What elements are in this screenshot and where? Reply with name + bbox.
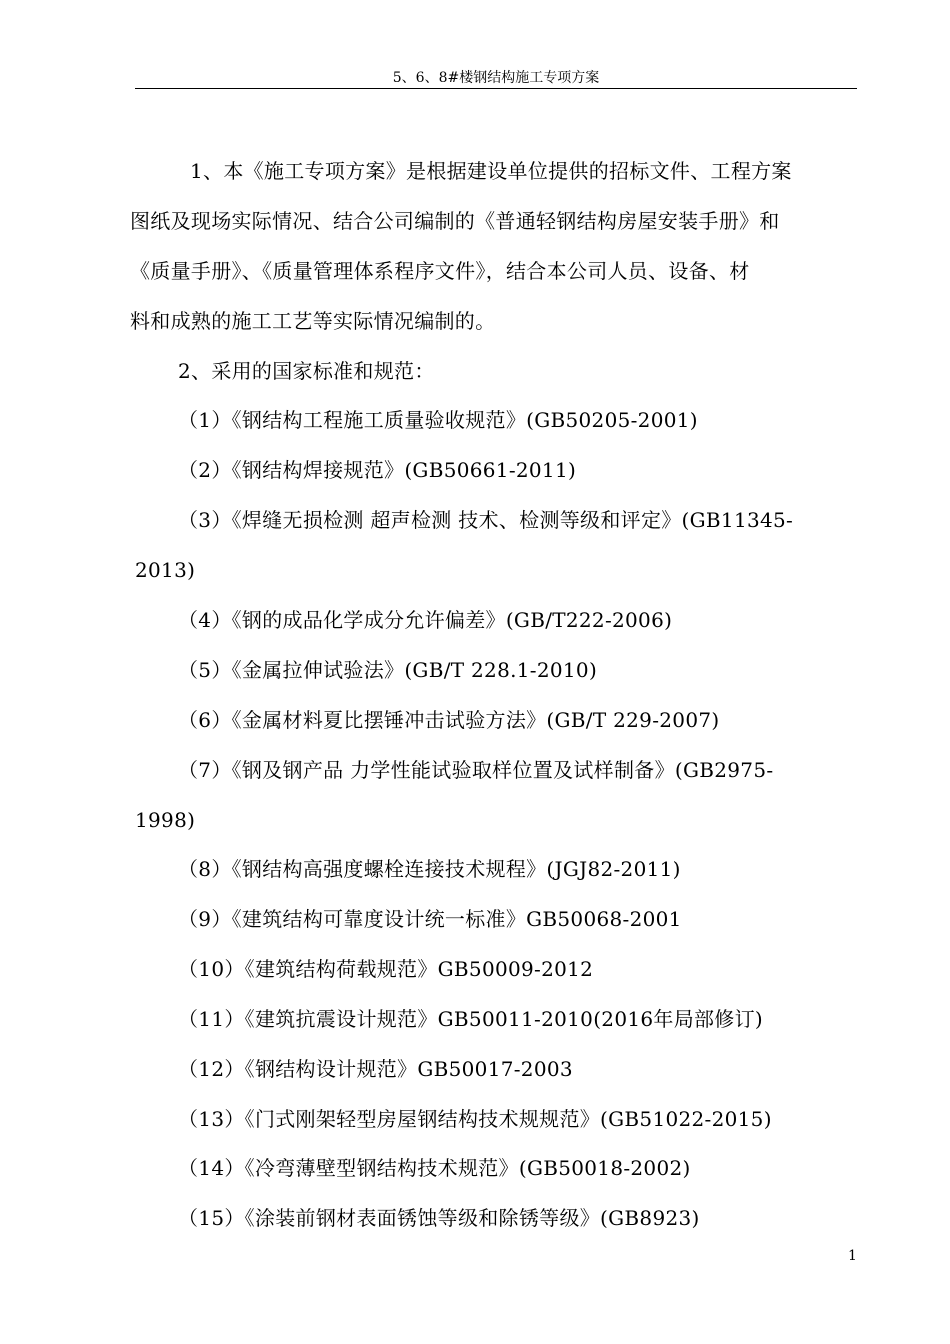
- paragraph1-line-3: 《质量手册》、《质量管理体系程序文件》，结合本公司人员、设备、材: [130, 259, 750, 283]
- standard-item: （14）《冷弯薄壁型钢结构技术规范》(GB50018-2002): [178, 1156, 691, 1180]
- standard-item: （15）《涂装前钢材表面锈蚀等级和除锈等级》(GB8923): [178, 1206, 700, 1230]
- standard-item: （13）《门式刚架轻型房屋钢结构技术规规范》(GB51022-2015): [178, 1107, 772, 1131]
- header-title: 5、6、8#楼钢结构施工专项方案: [392, 70, 600, 86]
- standard-item: （5）《金属拉伸试验法》(GB/T 228.1-2010): [178, 658, 598, 682]
- paragraph1-line-4: 料和成熟的施工工艺等实际情况编制的。: [130, 309, 496, 333]
- paragraph1-line-2: 图纸及现场实际情况、结合公司编制的《普通轻钢结构房屋安装手册》和: [130, 209, 780, 233]
- standard-item: （7）《钢及钢产品 力学性能试验取样位置及试样制备》(GB2975-: [178, 758, 774, 782]
- page-number: 1: [848, 1248, 857, 1264]
- paragraph1-line-1: 1、本《施工专项方案》是根据建设单位提供的招标文件、工程方案: [190, 159, 792, 183]
- standard-item: （9）《建筑结构可靠度设计统一标准》GB50068-2001: [178, 907, 682, 931]
- standard-item: （10）《建筑结构荷载规范》GB50009-2012: [178, 957, 594, 981]
- header-divider: [135, 88, 857, 89]
- standard-item: （12）《钢结构设计规范》GB50017-2003: [178, 1057, 573, 1081]
- standard-item-continuation: 1998): [135, 808, 196, 832]
- standard-item: （11）《建筑抗震设计规范》GB50011-2010(2016年局部修订): [178, 1007, 764, 1031]
- standard-item: （2）《钢结构焊接规范》(GB50661-2011): [178, 458, 577, 482]
- standard-item: （8）《钢结构高强度螺栓连接技术规程》(JGJ82-2011): [178, 857, 681, 881]
- standard-item: （4）《钢的成品化学成分允许偏差》(GB/T222-2006): [178, 608, 673, 632]
- standard-item: （3）《焊缝无损检测 超声检测 技术、检测等级和评定》(GB11345-: [178, 508, 794, 532]
- standards-heading: 2、采用的国家标准和规范：: [178, 359, 435, 383]
- standard-item: （1）《钢结构工程施工质量验收规范》(GB50205-2001): [178, 408, 698, 432]
- standard-item: （6）《金属材料夏比摆锤冲击试验方法》(GB/T 229-2007): [178, 708, 720, 732]
- standard-item-continuation: 2013): [135, 558, 196, 582]
